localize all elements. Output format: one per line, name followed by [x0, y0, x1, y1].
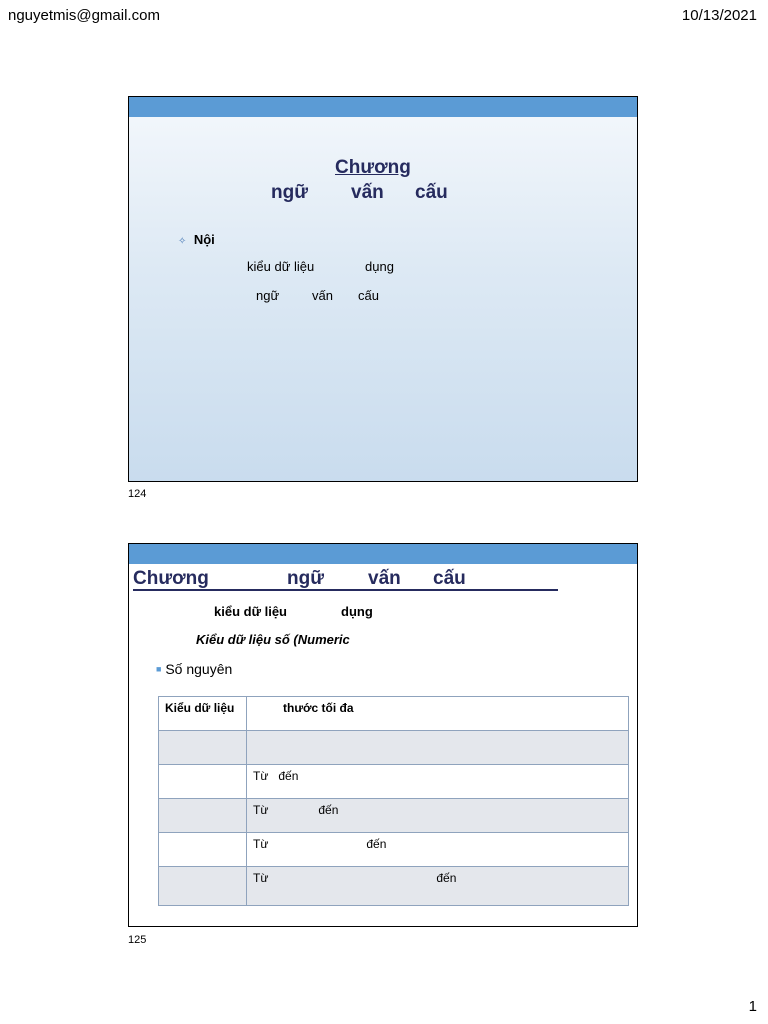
- slide-header-bar: [129, 97, 637, 117]
- slide-title-line1: Chương: [335, 157, 411, 178]
- page-number: 1: [748, 998, 757, 1015]
- range-from: Từ: [253, 803, 269, 817]
- bullet-text: Số nguyên: [165, 661, 233, 677]
- table-row: [159, 867, 629, 906]
- title-underline: [133, 589, 558, 591]
- range-to: đến: [436, 871, 457, 885]
- table-cell: [159, 867, 247, 906]
- slide-title-word: Chương: [133, 568, 209, 589]
- table-header-row: [159, 697, 629, 731]
- slide-title-word: vấn: [351, 182, 384, 203]
- bullet-item: [156, 661, 232, 677]
- table-row: [159, 765, 629, 799]
- slide-title-word: cấu: [415, 182, 448, 203]
- slide-125: [128, 543, 638, 927]
- slide-number: 125: [128, 934, 147, 946]
- body-text: kiểu dữ liệu: [247, 259, 315, 274]
- table-cell: [247, 833, 629, 867]
- bullet-label: Nội: [193, 232, 215, 247]
- slide-title-word: ngữ: [271, 182, 308, 203]
- table-cell: [247, 799, 629, 833]
- body-text: dụng: [365, 259, 394, 274]
- table-header-cell: thước tối đa: [247, 697, 629, 731]
- header-date: 10/13/2021: [681, 7, 757, 24]
- table-cell: [247, 731, 629, 765]
- range-from: Từ: [253, 871, 269, 885]
- table-cell: [247, 765, 629, 799]
- table-row: [159, 833, 629, 867]
- slide-header-bar: [129, 544, 637, 564]
- slide-124: [128, 96, 638, 482]
- square-bullet-icon: ■: [156, 664, 162, 674]
- slide-title-word: vấn: [368, 568, 401, 589]
- body-text: ngữ: [256, 288, 280, 303]
- range-from: Từ: [253, 837, 269, 851]
- range-to: đến: [318, 803, 339, 817]
- table-cell: [159, 833, 247, 867]
- table-row: [159, 799, 629, 833]
- body-text: vấn: [312, 288, 333, 303]
- subtitle-text: dụng: [341, 604, 373, 619]
- table-header-cell: Kiểu dữ liệu: [159, 697, 247, 731]
- header-email: nguyetmis@gmail.com: [8, 7, 160, 24]
- table-cell: [159, 765, 247, 799]
- table-cell: [159, 731, 247, 765]
- slide-number: 124: [128, 488, 147, 500]
- data-type-table: [158, 696, 629, 906]
- range-to: đến: [278, 769, 299, 783]
- table-cell: [247, 867, 629, 906]
- section-heading: Kiểu dữ liệu số (Numeric: [196, 632, 350, 647]
- body-text: cấu: [358, 288, 379, 303]
- table-row: [159, 731, 629, 765]
- table-cell: [159, 799, 247, 833]
- slide-title-word: ngữ: [287, 568, 324, 589]
- range-from: Từ: [253, 769, 269, 783]
- slide-title-word: cấu: [433, 568, 466, 589]
- bullet-item: [178, 231, 215, 249]
- subtitle-text: kiểu dữ liệu: [214, 604, 287, 619]
- diamond-bullet-icon: ✧: [178, 236, 187, 247]
- range-to: đến: [366, 837, 387, 851]
